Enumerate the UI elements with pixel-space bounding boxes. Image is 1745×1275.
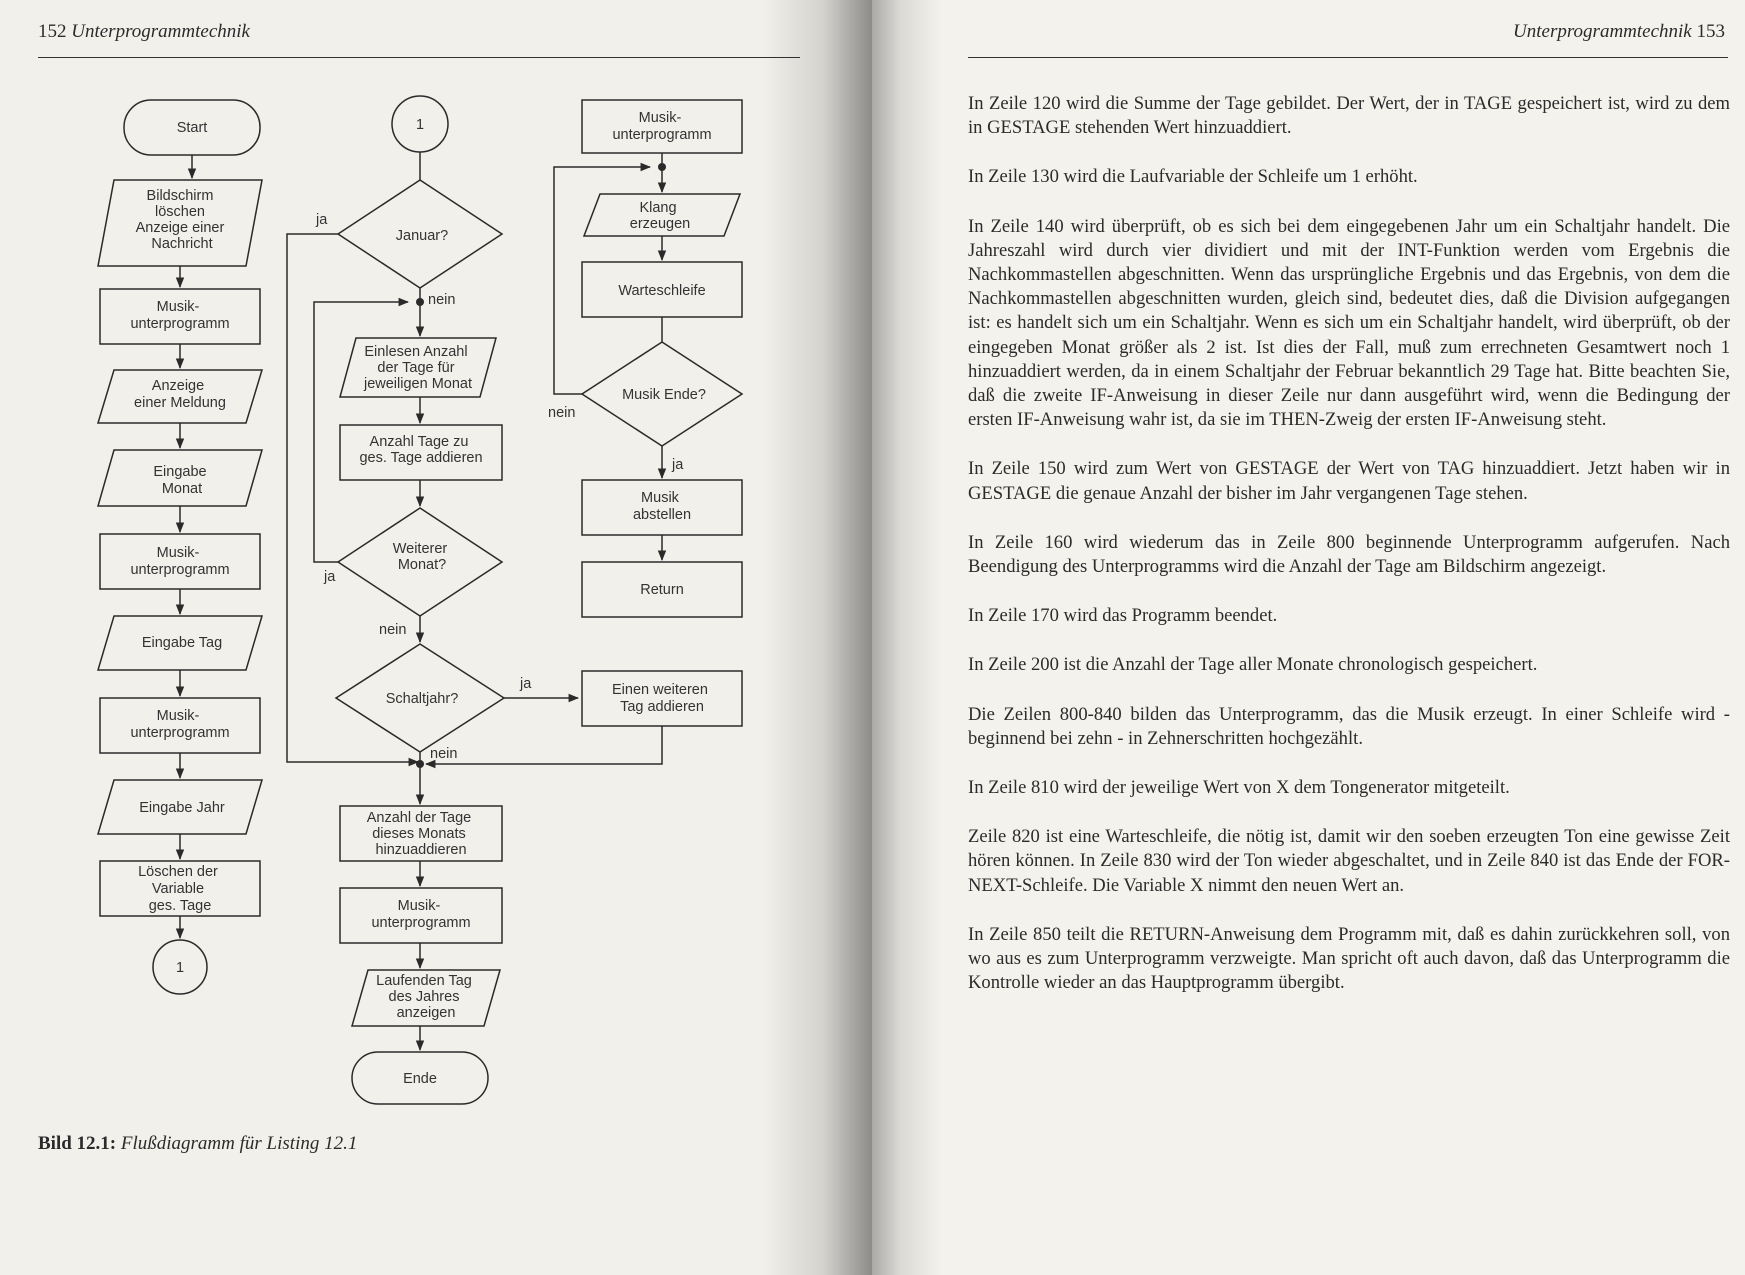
- col2-connector-label: 1: [415, 117, 425, 133]
- col3-make-sound-label: Klang erzeugen: [629, 200, 691, 232]
- paragraph-2: In Zeile 130 wird die Laufvariable der Schleife um 1 erhöht.: [968, 166, 1418, 188]
- col2-read-days-io: [340, 338, 496, 397]
- col3-junction: [658, 163, 666, 171]
- col3-music-sub-process: [582, 100, 742, 153]
- left-page-number: 152: [38, 21, 67, 42]
- col2-leap-no-label: nein: [430, 746, 458, 762]
- col2-add-month-days-process: [340, 806, 502, 861]
- caption-label: Bild 12.1:: [38, 1133, 117, 1154]
- paragraph-5: In Zeile 160 wird wiederum das in Zeile 800 beginnende Unterprogramm aufgerufen. Nach Beendigung des Unterprogramms wird die Anzahl der Tage am Bildschirm angezeigt.: [968, 531, 1730, 578]
- left-running-title: Unterprogrammtechnik: [71, 21, 250, 42]
- paragraph-4: In Zeile 150 wird zum Wert von GESTAGE der Wert von TAG hinzuaddiert. Jetzt haben wir in GESTAGE die genaue Anzahl der bisher im Jahr vergangenen Tage stehen.: [968, 458, 1730, 504]
- paragraph-7: In Zeile 200 ist die Anzahl der Tage aller Monate chronologisch gespeichert.: [968, 654, 1538, 676]
- col2-more-months-yes-label: ja: [324, 569, 336, 585]
- col2-show-day-label: Laufenden Tag des Jahres anzeigen: [376, 973, 472, 1021]
- col1-music-3-label: Musik- unterprogramm: [130, 708, 230, 741]
- col2-january-decision: [338, 180, 502, 288]
- col2-end-terminal: [352, 1052, 488, 1104]
- col1-clear-var-label: Löschen der Variable ges. Tage: [138, 864, 218, 914]
- col1-start-label: Start: [176, 120, 208, 136]
- col2-january-label: Januar?: [395, 228, 449, 244]
- col2-add-days-process: [340, 425, 502, 480]
- paragraph-6: In Zeile 170 wird das Programm beendet.: [968, 605, 1278, 627]
- col2-january-no-label: nein: [428, 292, 456, 308]
- col3-music-end-decision: [582, 342, 742, 446]
- col2-leap-yes-label: ja: [520, 676, 532, 692]
- col3-add-day-process: [582, 671, 742, 726]
- caption-text: Flußdiagramm für Listing 12.1: [120, 1133, 358, 1154]
- col3-add-day-label: Einen weiteren Tag addieren: [612, 682, 708, 715]
- paragraph-10: Zeile 820 ist eine Warteschleife, die nötig ist, damit wir den soeben erzeugten Ton eine gewisse Zeit hören können. In Zeile 830 wird der Ton wieder abgeschaltet, und in Zeile 840 ist das Ende der FOR-NEXT-Schleife. Die Variable X nimmt den neuen Wert an.: [968, 826, 1730, 896]
- col2-leap-year-label: Schaltjahr?: [385, 691, 459, 707]
- paragraph-8: Die Zeilen 800-840 bilden das Unterprogramm, das die Musik erzeugt. In einer Schleife wird - beginnend bei zehn - in Zehnerschritten hochgezählt.: [968, 703, 1730, 749]
- col3-return-process: [582, 562, 742, 617]
- col2-junction-2: [416, 760, 424, 768]
- col1-input-day-label: Eingabe Tag: [141, 635, 223, 651]
- col3-add-day-merge-path: [426, 726, 662, 764]
- col2-january-yes-label: ja: [316, 212, 328, 228]
- col3-music-end-yes-label: ja: [672, 457, 684, 473]
- col1-music-process-3: [100, 698, 260, 753]
- col3-stop-music-label: Musik abstellen: [632, 490, 692, 523]
- col1-music-2-label: Musik- unterprogramm: [130, 545, 230, 578]
- col3-music-end-label: Musik Ende?: [622, 387, 706, 403]
- left-page: [0, 0, 872, 1275]
- col2-end-label: Ende: [403, 1071, 437, 1087]
- col2-add-days-label: Anzahl Tage zu ges. Tage addieren: [359, 434, 483, 466]
- col1-show-message-io: [98, 370, 262, 423]
- col3-music-end-no-label: nein: [548, 405, 576, 421]
- col2-connector: [392, 96, 448, 152]
- col3-return-label: Return: [640, 582, 684, 598]
- col2-more-months-decision: [338, 508, 502, 616]
- col2-add-month-days-label: Anzahl der Tage dieses Monats hinzuaddieren: [366, 810, 472, 858]
- col2-loop-back-path: [314, 302, 408, 562]
- col3-music-sub-label: Musik- unterprogramm: [612, 110, 712, 143]
- col1-input-month-io: [98, 450, 262, 506]
- col2-january-yes-path: [287, 234, 418, 762]
- col1-clear-var-process: [100, 861, 260, 916]
- col1-connector: [153, 940, 207, 994]
- right-page-number: 153: [1696, 21, 1725, 42]
- col2-music-label: Musik- unterprogramm: [371, 898, 471, 931]
- col2-read-days-label: Einlesen Anzahl der Tage für jeweiligen Monat: [363, 344, 473, 392]
- col2-junction-1: [416, 298, 424, 306]
- col2-show-day-io: [352, 970, 500, 1026]
- col2-music-process: [340, 888, 502, 943]
- right-running-head: [1513, 20, 1725, 44]
- col1-input-month-label: Eingabe Monat: [153, 464, 207, 497]
- col3-wait-loop-label: Warteschleife: [618, 283, 706, 299]
- paragraph-3: In Zeile 140 wird überprüft, ob es sich bei dem eingegebenen Jahr um ein Schaltjahr handelt. Die Jahreszahl wird durch vier dividiert und mit der INT-Funktion werden vom Ergebnis die Nachkommastellen abgeschnitten. Wenn das ursprüngliche Ergebnis und das Ergebnis, von dem die Nachkommastellen abgeschnitten wurden, gleich sind, bedeutet dies, daß die Division aufgegangen ist: es handelt sich um ein Schaltjahr. Wenn es sich um ein Schaltjahr handelt, wird überprüft, ob der eingegeben Monat größer als 2 ist. Ist dies der Fall, muß zum errechneten Gesamtwert noch 1 hinzuaddiert werden, da in einem Schaltjahr der Februar bekanntlich 29 Tage hat. Bitte beachten Sie, daß die zweite IF-Anweisung in dieser Zeile nur dann ausgeführt wird, wenn die Bedingung der ersten IF-Anweisung wahr ist, da sie im THEN-Zweig der ersten IF-Anweisung steht.: [968, 215, 1730, 431]
- col3-make-sound-io: [584, 194, 740, 236]
- col1-connector-label: 1: [175, 960, 185, 976]
- col3-wait-loop-process: [582, 262, 742, 317]
- paragraph-1: In Zeile 120 wird die Summe der Tage gebildet. Der Wert, der in TAGE gespeichert ist, wird zu dem in GESTAGE stehenden Wert hinzuaddiert.: [968, 93, 1730, 139]
- right-header-rule: [968, 57, 1728, 58]
- col1-music-process-2: [100, 534, 260, 589]
- right-gutter-shadow: [872, 0, 942, 1275]
- col2-more-months-no-label: nein: [379, 622, 407, 638]
- col1-input-year-label: Eingabe Jahr: [139, 800, 225, 816]
- paragraph-11: In Zeile 850 teilt die RETURN-Anweisung dem Programm mit, daß es dahin zurückkehren soll, von wo aus es zum Unterprogramm verzweigte. Man spricht oft auch davon, daß das Unterprogramm die Kontrolle wieder an das Hauptprogramm übergibt.: [968, 923, 1730, 994]
- col1-clear-screen-label: Bildschirm löschen Anzeige einer Nachricht: [135, 188, 225, 252]
- right-running-title: Unterprogrammtechnik: [1513, 21, 1692, 42]
- col1-music-process-1: [100, 289, 260, 344]
- right-page: [872, 0, 1745, 1275]
- col3-stop-music-process: [582, 480, 742, 535]
- col1-clear-screen-io: [98, 180, 262, 266]
- col2-leap-year-decision: [336, 644, 504, 752]
- col1-input-day-io: [98, 616, 262, 670]
- col2-more-months-label: Weiterer Monat?: [392, 541, 448, 573]
- col1-show-message-label: Anzeige einer Meldung: [134, 378, 226, 411]
- col1-start-terminal: [124, 100, 260, 155]
- flowchart: [0, 0, 872, 1275]
- paragraph-9: In Zeile 810 wird der jeweilige Wert von X dem Tongenerator mitgeteilt.: [968, 777, 1510, 799]
- figure-caption: [38, 1133, 357, 1155]
- left-gutter-shadow: [762, 0, 872, 1275]
- col1-music-1-label: Musik- unterprogramm: [130, 299, 230, 332]
- body-text: [968, 92, 1730, 1020]
- col1-input-year-io: [98, 780, 262, 834]
